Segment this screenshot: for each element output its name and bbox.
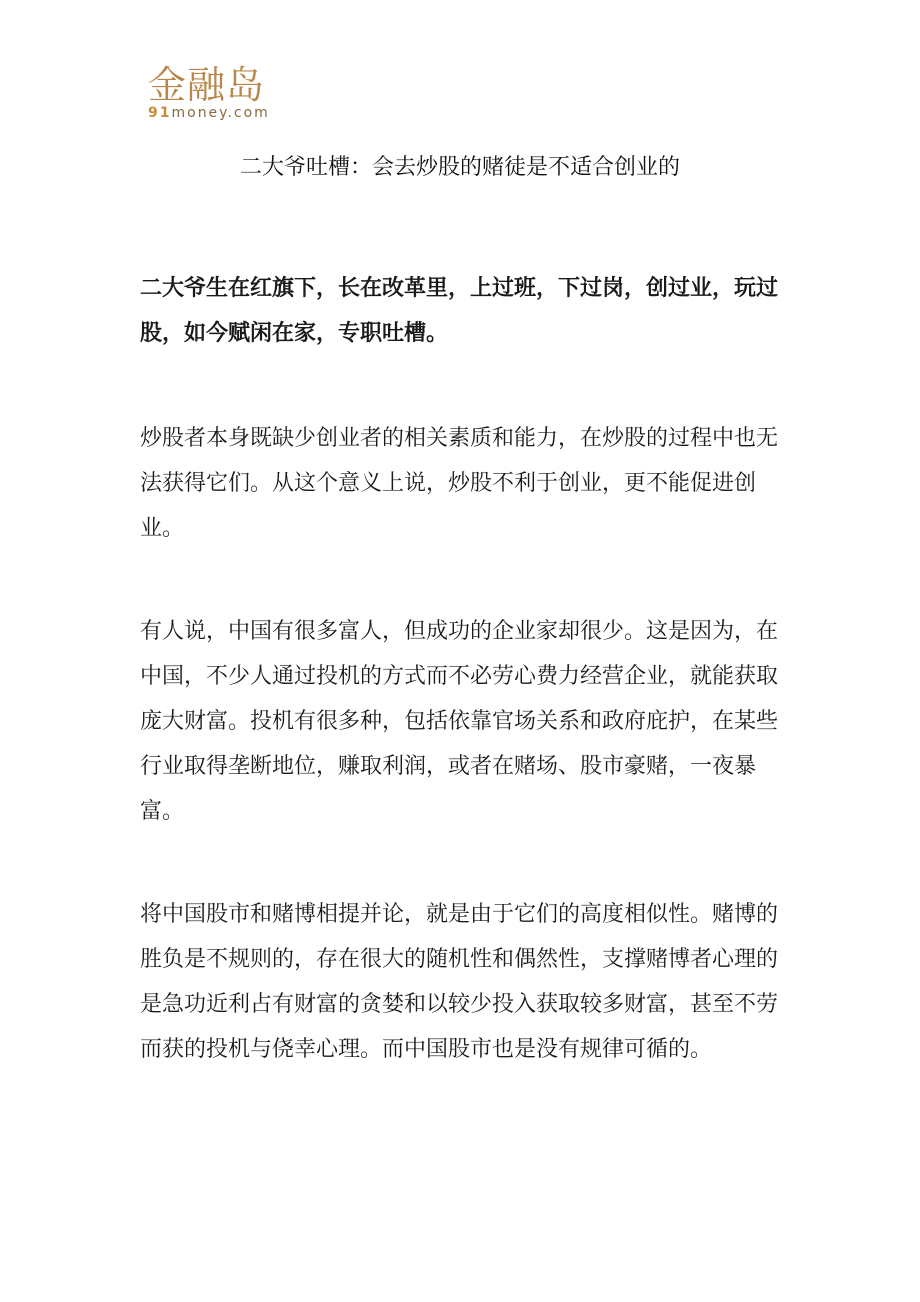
logo-url-domain: money.com: [171, 105, 270, 121]
article-title: 二大爷吐槽：会去炒股的赌徒是不适合创业的: [239, 155, 680, 180]
body-paragraph: 炒股者本身既缺少创业者的相关素质和能力，在炒股的过程中也无法获得它们。从这个意义上说，炒股不利于创业，更不能促进创业。: [140, 426, 779, 541]
logo-brand-name: 金融岛: [148, 63, 266, 107]
logo-url: [148, 104, 308, 122]
lead-paragraph: 二大爷生在红旗下，长在改革里，上过班，下过岗，创过业，玩过股，如今赋闲在家，专职吐槽。: [140, 276, 779, 346]
body-paragraph: 有人说，中国有很多富人，但成功的企业家却很少。这是因为，在中国，不少人通过投机的方式而不必劳心费力经营企业，就能获取庞大财富。投机有很多种，包括依靠官场关系和政府庇护，在某些行业取得垄断地位，赚取利润，或者在赌场、股市豪赌，一夜暴富。: [140, 619, 779, 824]
brand-logo: [148, 64, 308, 122]
article-body: [140, 266, 784, 1130]
logo-url-number: 91: [148, 105, 172, 121]
body-paragraph: 将中国股市和赌博相提并论，就是由于它们的高度相似性。赌博的胜负是不规则的，存在很大的随机性和偶然性，支撑赌博者心理的是急功近利占有财富的贪婪和以较少投入获取较多财富，甚至不劳而获的投机与侥幸心理。而中国股市也是没有规律可循的。: [140, 902, 779, 1062]
